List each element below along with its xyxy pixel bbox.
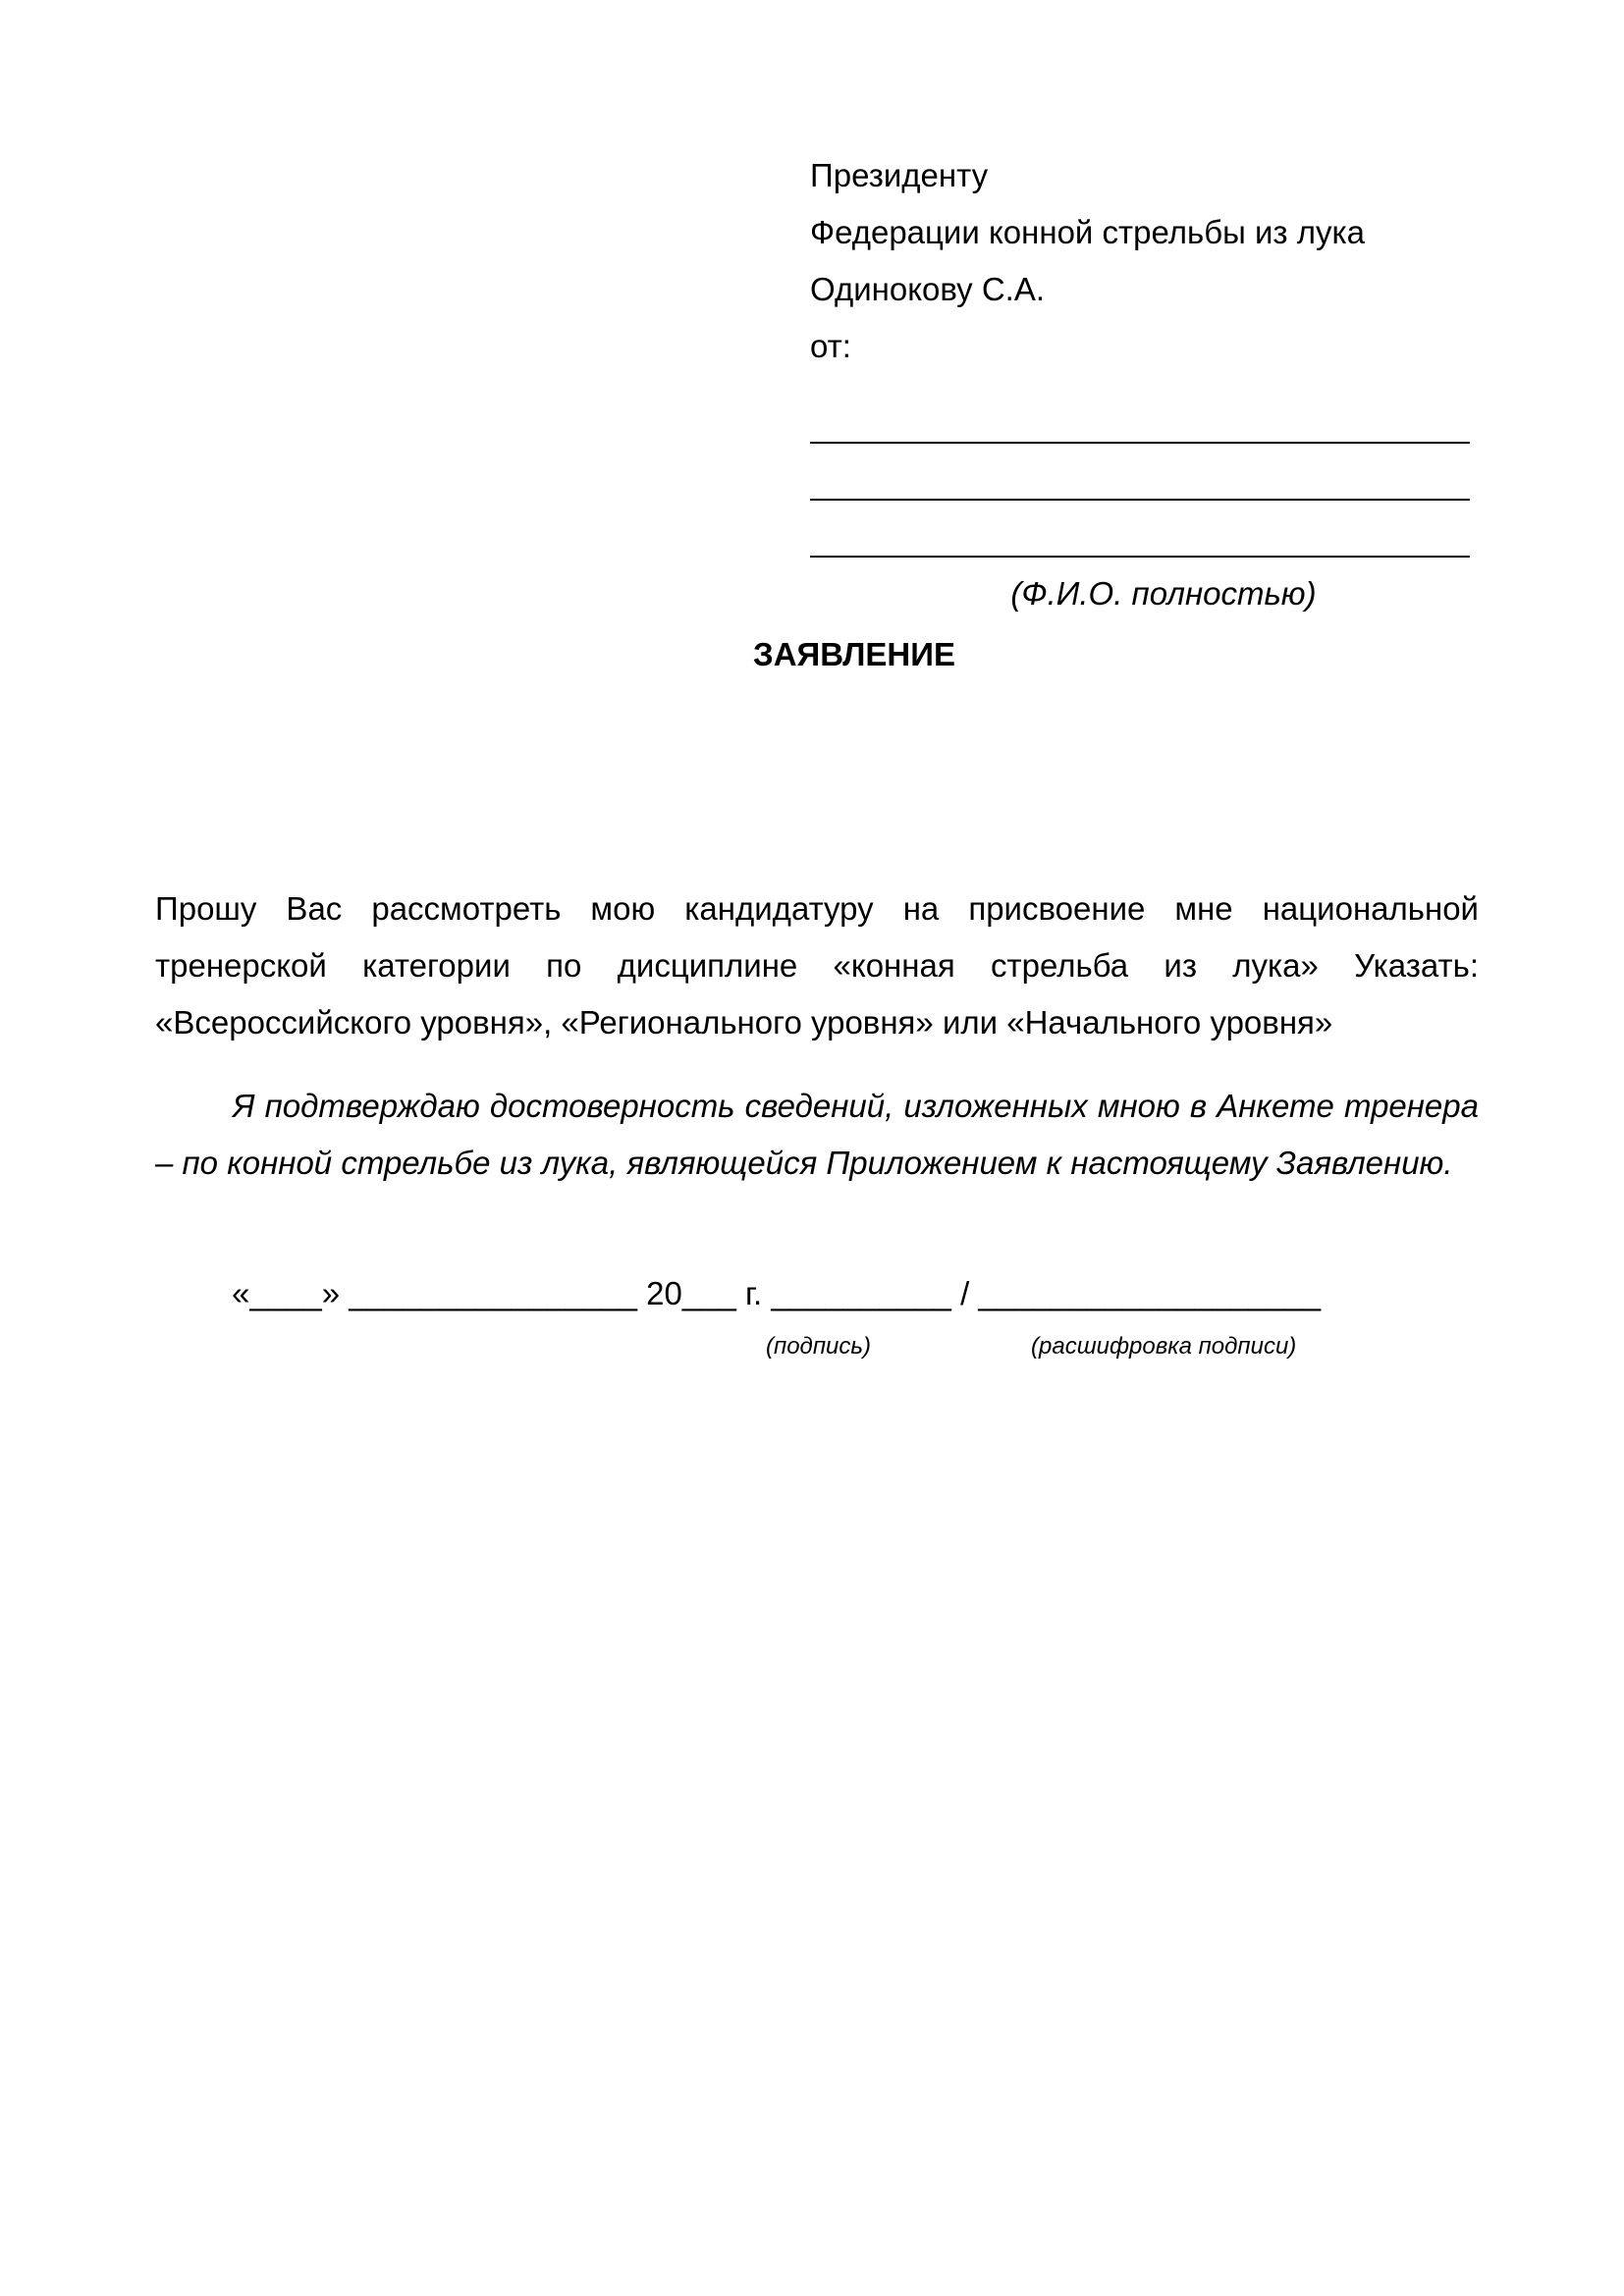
request-paragraph: Прошу Вас рассмотреть мою кандидатуру на присвоение мне национальной тренерской категории по дисциплине «конная стрельба из лука» Указать: «Всероссийского уровня», «Регионального уровня» или «Начального уровня»: [155, 890, 1479, 1041]
addressee-name: Одинокову С.А.: [810, 271, 1046, 307]
addressee-position: Президенту: [810, 157, 989, 193]
addressee-organization: Федерации конной стрельбы из лука: [810, 214, 1365, 250]
from-label: от:: [810, 328, 851, 364]
sender-fill-line: [810, 501, 1470, 558]
addressee-block: [810, 147, 1478, 622]
date-signature-line: «____» ________________ 20___ г. __________ / ___________________: [232, 1275, 1322, 1311]
signature-hint: (подпись): [766, 1333, 871, 1360]
sender-fill-line: [810, 387, 1470, 444]
fio-hint: (Ф.И.О. полностью): [1010, 575, 1317, 612]
sender-fill-line: [810, 444, 1470, 501]
sender-fill-lines: [810, 387, 1478, 558]
document-title: ЗАЯВЛЕНИЕ: [753, 636, 955, 672]
confirmation-paragraph: Я подтверждаю достоверность сведений, изложенных мною в Анкете тренера – по конной стрельбе из лука, являющейся Приложением к настоящему Заявлению.: [155, 1088, 1479, 1181]
signature-decode-hint: (расшифровка подписи): [1031, 1333, 1297, 1360]
